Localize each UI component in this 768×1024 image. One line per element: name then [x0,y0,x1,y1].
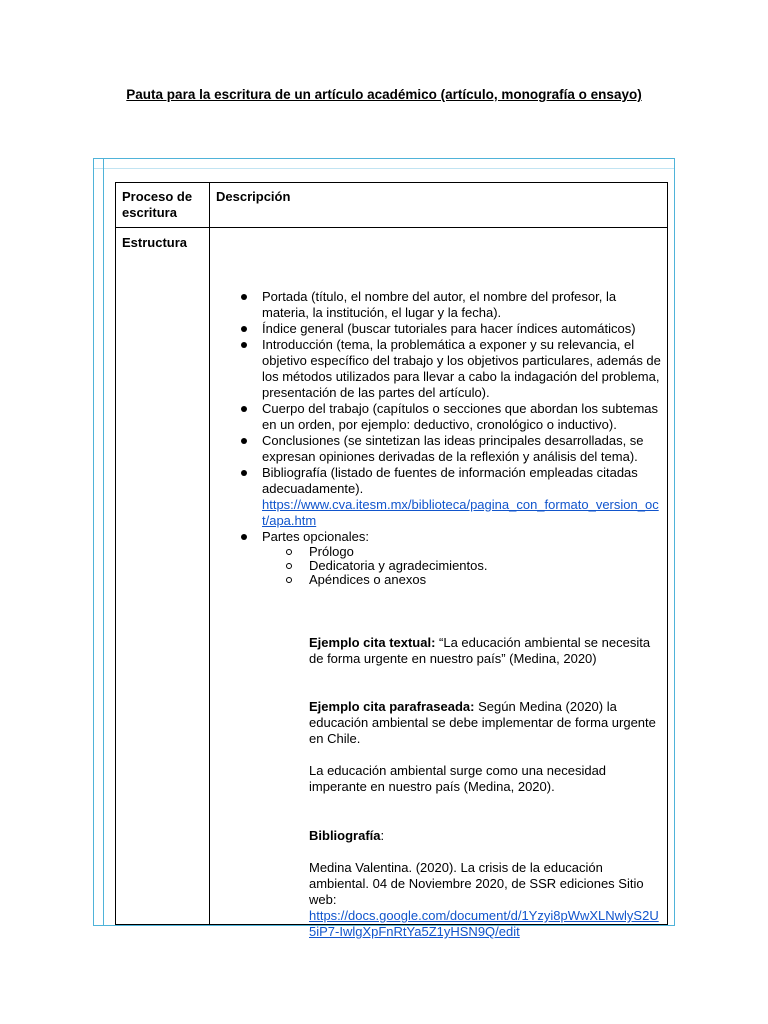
list-item: Dedicatoria y agradecimientos. [309,559,662,573]
list-item: Introducción (tema, la problemática a exponer y su relevancia, el objetivo específico del trabajo y los objetivos particulares, además de los métodos utilizados para llevar a cabo la indagación del problema, presentación de las partes del artículo). [262,337,662,401]
bullet-icon [241,438,247,444]
textual-citation-example: Ejemplo cita textual: “La educación ambiental se necesita de forma urgente en nuestro país” (Medina, 2020) [309,635,651,666]
hollow-bullet-icon [286,577,292,583]
hollow-bullet-icon [286,563,292,569]
paraphrase-citation-example: Ejemplo cita parafraseada: Según Medina (2020) la educación ambiental se debe implementar de forma urgente en Chile. [309,699,656,746]
bullet-icon [241,406,247,412]
list-item: Bibliografía (listado de fuentes de información empleadas citadas adecuadamente). https://www.cva.itesm.mx/biblioteca/pagina_con_formato_version_oct/apa.htm [262,465,662,529]
list-item: Índice general (buscar tutoriales para hacer índices automáticos) [262,321,662,337]
optional-parts-list [309,545,662,587]
bullet-icon [241,294,247,300]
google-doc-link[interactable]: https://docs.google.com/document/d/1Yzyi8pWwXLNwlyS2U5iP7-IwlgXpFnRtYa5Z1yHSN9Q/edit [309,908,659,939]
bullet-icon [241,342,247,348]
bibliography-entry: Medina Valentina. (2020). La crisis de la educación ambiental. 04 de Noviembre 2020, de SSR ediciones Sitio web: https://docs.google.com/document/d/1Yzyi8pWwXLNwlyS2U5iP7-IwlgXpFnRtYa5Z1yHSN9Q/edit [309,860,659,939]
frame-margin-line [103,158,104,926]
list-item: Cuerpo del trabajo (capítulos o secciones que abordan los subtemas en un orden, por ejemplo: deductivo, cronológico o inductivo). [262,401,662,433]
apa-format-link[interactable]: https://www.cva.itesm.mx/biblioteca/pagina_con_formato_version_oct/apa.htm [262,497,659,528]
list-item: Portada (título, el nombre del autor, el nombre del profesor, la materia, la institución, el lugar y la fecha). [262,289,662,321]
list-item: Apéndices o anexos [309,573,662,587]
table-row [116,228,668,925]
structure-list [262,289,662,587]
bibliography-heading: Bibliografía: [309,828,385,843]
list-item: Partes opcionales: Prólogo Dedicatoria y agradecimientos. Apéndices o anexos [262,529,662,587]
header-process: Proceso de escritura [122,189,193,220]
paraphrase-alt-example: La educación ambiental surge como una necesidad imperante en nuestro país (Medina, 2020). [309,763,607,794]
citation-examples [309,635,664,940]
bullet-icon [241,470,247,476]
frame-margin-line [93,168,675,169]
list-item: Prólogo [309,545,662,559]
guideline-table [115,182,668,939]
list-item: Conclusiones (se sintetizan las ideas principales desarrolladas, se expresan opiniones derivadas de la reflexión y análisis del tema). [262,433,662,465]
header-description: Descripción [216,189,291,204]
bullet-icon [241,326,247,332]
document-title: Pauta para la escritura de un artículo académico (artículo, monografía o ensayo) [126,87,642,102]
bullet-icon [241,534,247,540]
row-label-structure: Estructura [122,235,188,250]
hollow-bullet-icon [286,549,292,555]
table-header-row [116,183,668,228]
